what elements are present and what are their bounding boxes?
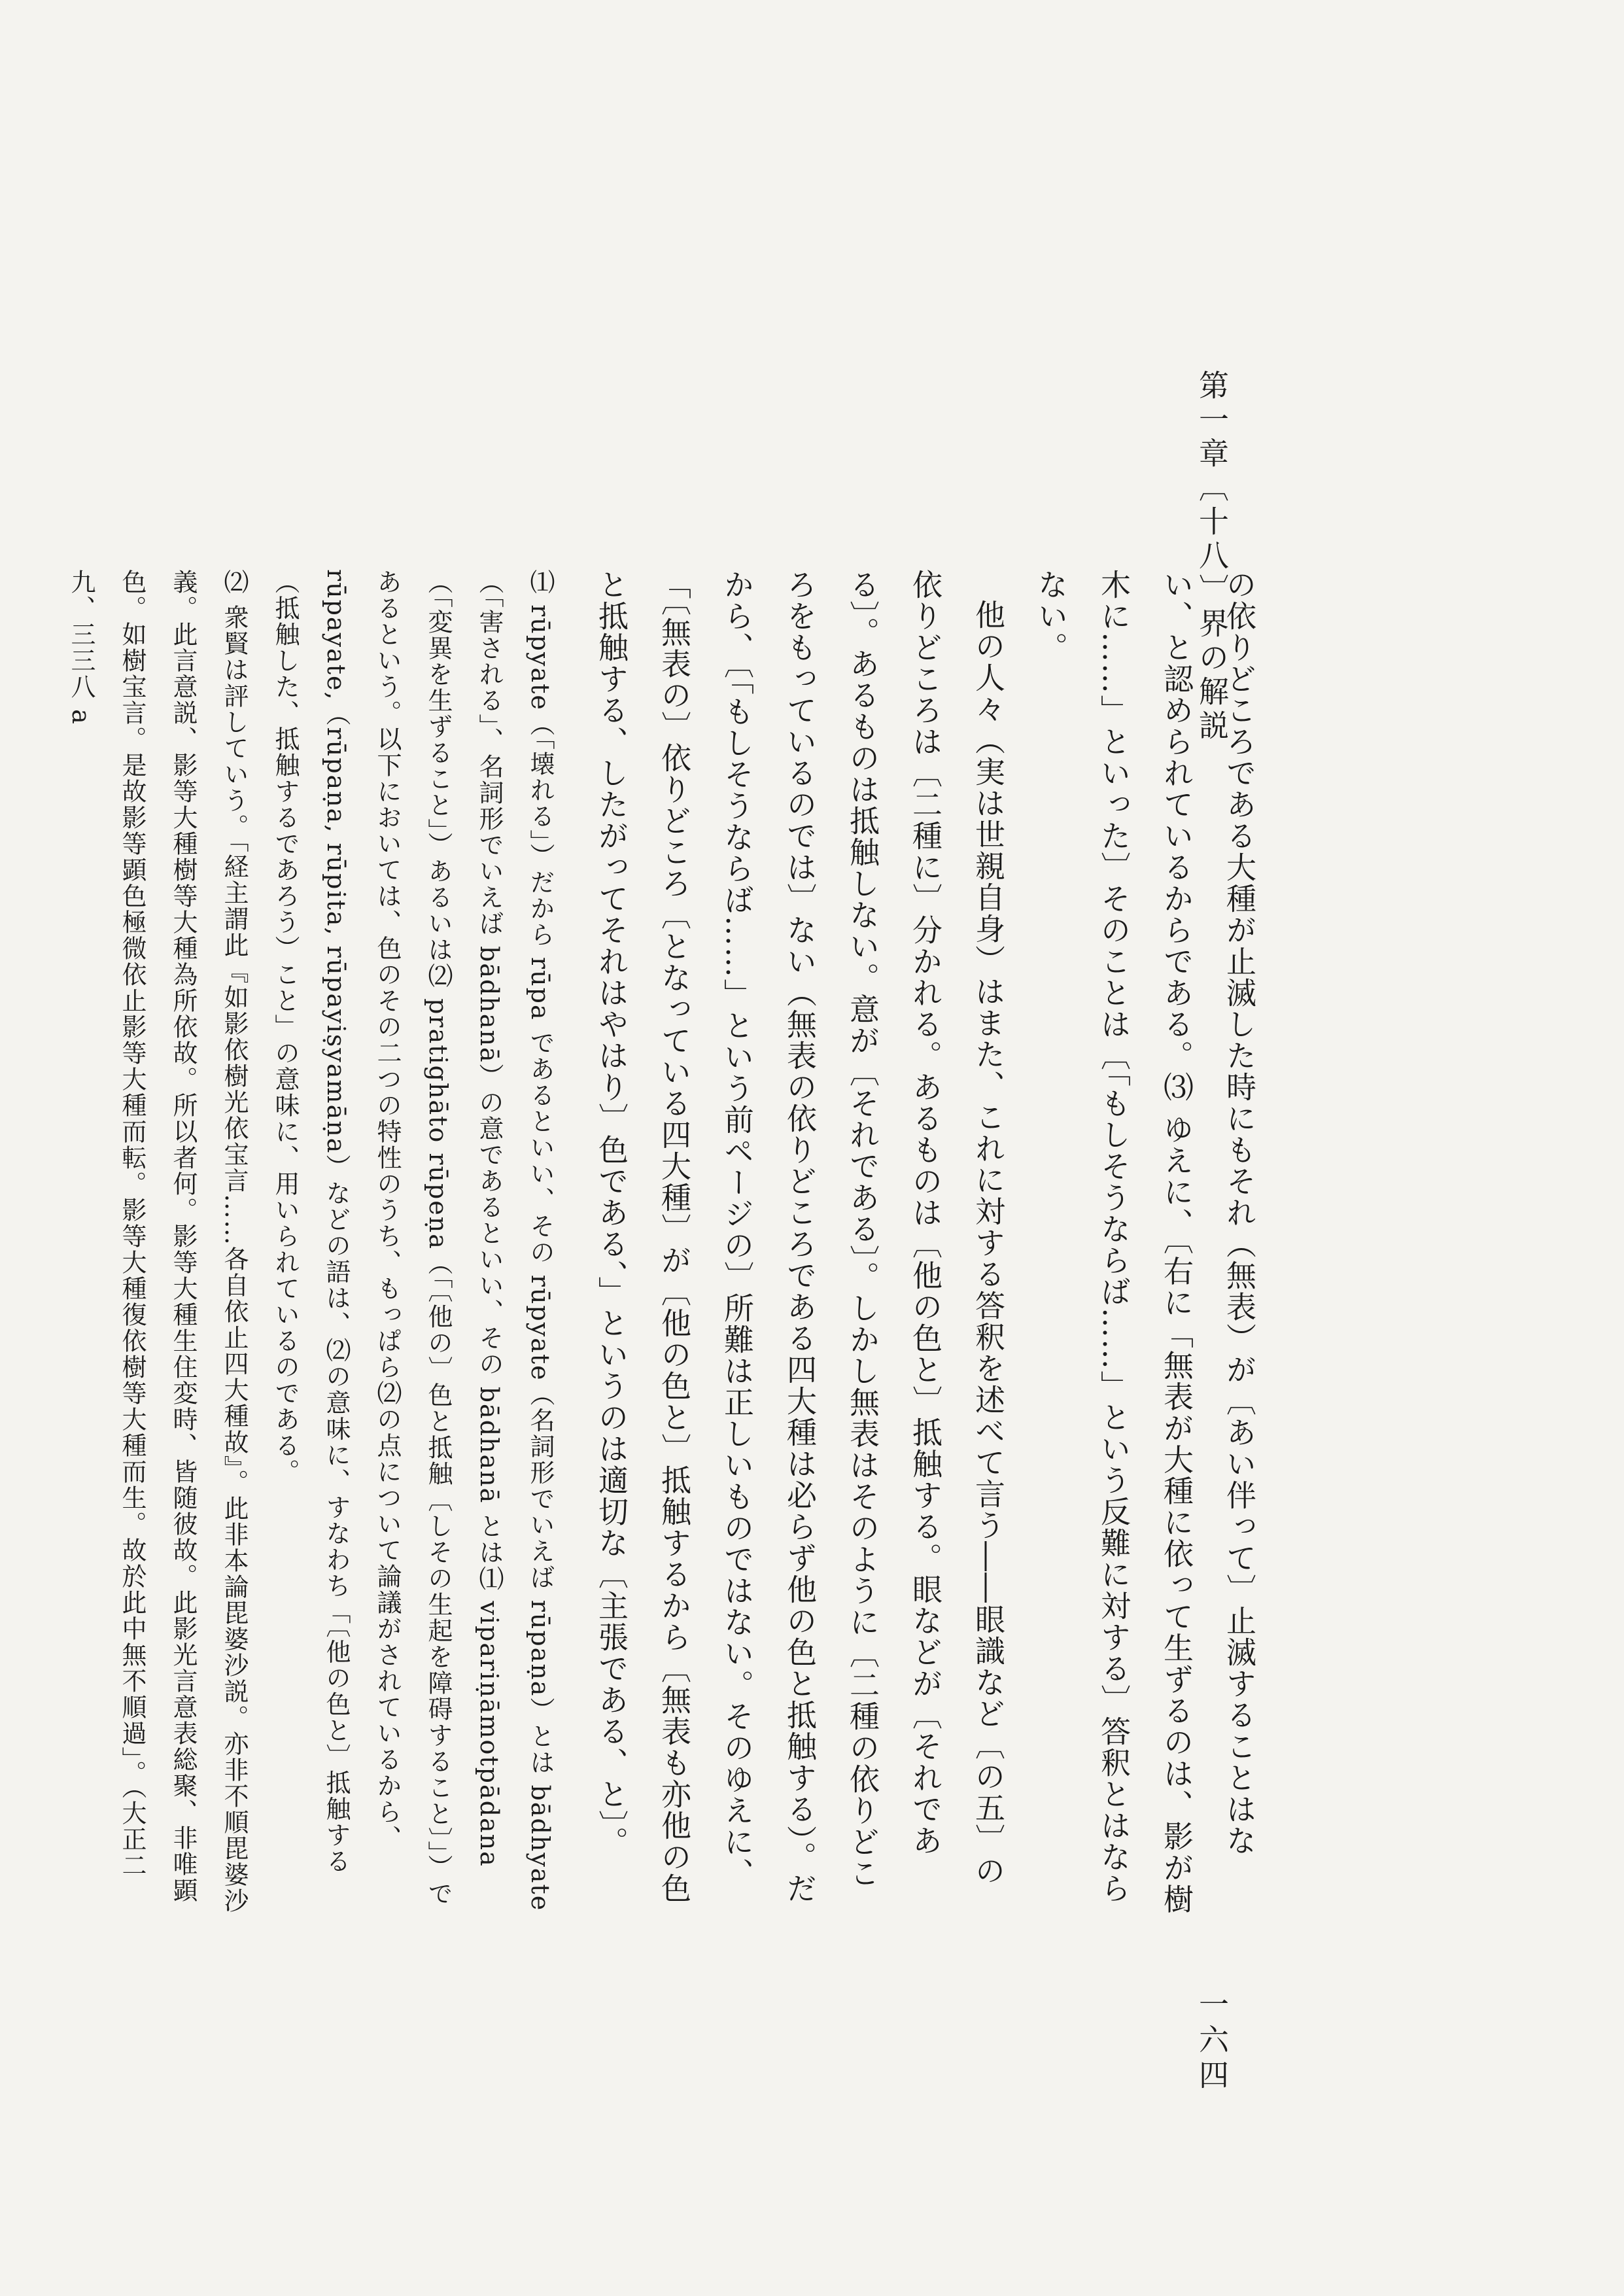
chapter-header: 第一章〔十八〕界の解説 [1194,370,1230,744]
page-number: 一六四 [1194,1989,1230,2095]
main-text [67,569,1271,1917]
note-1: ⑴ rūpyate（「壊れる」）だから rūpa であるといい、その rūpyate（名詞形でいえば rūpaṇa）とは bādhyate（「害される」、名詞形でいえば bādhanā）の意であるといい、その bādhanā とは⑴ vipariṇāmotpādana（「変異を生ずること」）あるいは⑵ pratighāto rūpeṇa（「〔他の〕色と抵触〔しその生起を障碍すること〕」）であるという。以下においては、色のその二つの特性のうち、もっぱら⑵の点について論議がされているから、rūpayate,（rūpaṇa, rūpita, rūpayiṣyamāṇa）などの語は、⑵の意味に、すなわち「〔他の色と〕抵触する（抵触した、抵触するであろう）こと」の意味に、用いられているのである。 [271,569,555,1912]
paragraph-2: 他の人々（実は世親自身）はまた、これに対する答釈を述べて言う――眼識など〔の五〕の依りどころは〔二種に〕分かれる。あるものは〔他の色と〕抵触する。眼などが〔それである〕。あるものは抵触しない。意が〔それである〕。しかし無表はそのように〔二種の依りどころをもっているのでは〕ない（無表の依りどころである四大種は必らず他の色と抵触する）。だから、〔「もしそうならば……」という前ページの〕所難は正しいものではない。そのゆえに、「〔無表の〕依りどころ〔となっている四大種〕が〔他の色と〕抵触するから〔無表も亦他の色と抵触する、したがってそれはやはり〕色である、」というのは適切な〔主張である、と〕。 [594,569,1006,1904]
paragraph-1: の依りどころである大種が止滅した時にもそれ（無表）が〔あい伴って〕止滅することはない、と認められているからである。⑶ ゆえに、〔右に「無表が大種に依って生ずるのは、影が樹木に……」といった〕そのことは〔「もしそうならば……」という反難に対する〕答釈とはならない。 [1033,569,1257,1915]
note-2: ⑵ 衆賢は評していう。「経主謂此『如影依樹光依宝言……各自依止四大種故』。此非本論毘婆沙説。亦非不順毘婆沙義。此言意説、影等大種樹等大種為所依故。所以者何。影等大種生住変時、皆随彼故。此影光言意表総聚、非唯顕色。如樹宝言。是故影等顕色極微依止影等大種而転。影等大種復依樹等大種而生。故於此中無不順過」。（大正二九、三三八 a [67,569,249,1915]
